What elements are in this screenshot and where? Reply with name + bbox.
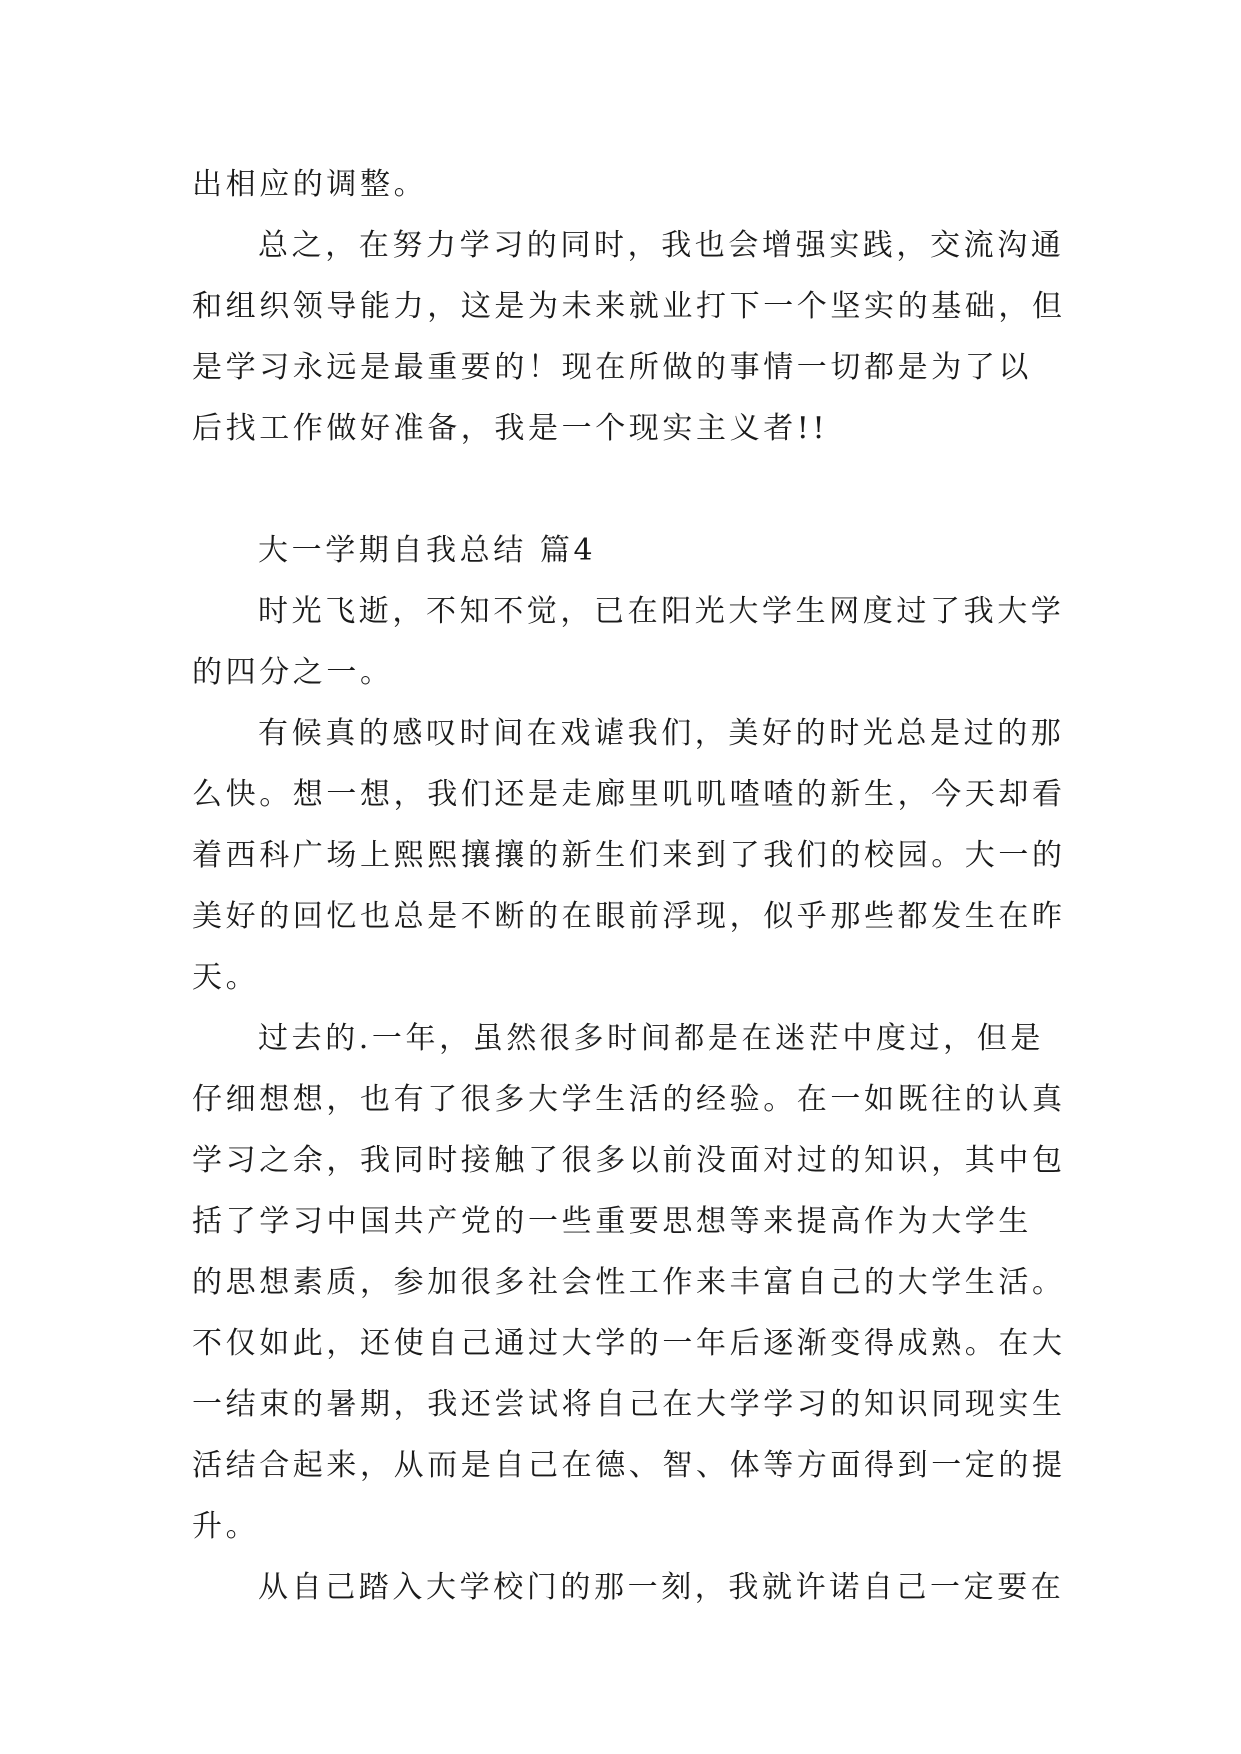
- text-line: 么快。想一想，我们还是走廊里叽叽喳喳的新生，今天却看: [192, 777, 1066, 812]
- text-line: 活结合起来，从而是自己在德、智、体等方面得到一定的提: [192, 1448, 1066, 1483]
- text-line: 仔细想想，也有了很多大学生活的经验。在一如既往的认真: [192, 1082, 1066, 1117]
- text-line: 后找工作做好准备，我是一个现实主义者!!: [192, 411, 829, 446]
- text-line: 着西科广场上熙熙攘攘的新生们来到了我们的校园。大一的: [192, 838, 1066, 873]
- paragraph-first-line: 从自己踏入大学校门的那一刻，我就许诺自己一定要在: [258, 1570, 1065, 1605]
- text-line: 和组织领导能力，这是为未来就业打下一个坚实的基础，但: [192, 289, 1066, 324]
- paragraph-first-line: 时光飞逝，不知不觉，已在阳光大学生网度过了我大学: [258, 594, 1065, 629]
- text-line: 天。: [192, 960, 260, 995]
- text-line: 学习之余，我同时接触了很多以前没面对过的知识，其中包: [192, 1143, 1066, 1178]
- paragraph-first-line: 总之，在努力学习的同时，我也会增强实践，交流沟通: [258, 228, 1065, 263]
- section-heading: 大一学期自我总结 篇4: [258, 533, 597, 568]
- text-line: 不仅如此，还使自己通过大学的一年后逐渐变得成熟。在大: [192, 1326, 1066, 1361]
- text-line: 美好的回忆也总是不断的在眼前浮现，似乎那些都发生在昨: [192, 899, 1066, 934]
- text-line: 的思想素质，参加很多社会性工作来丰富自己的大学生活。: [192, 1265, 1066, 1300]
- text-line: 括了学习中国共产党的一些重要思想等来提高作为大学生: [192, 1204, 1032, 1239]
- text-line: 是学习永远是最重要的！现在所做的事情一切都是为了以: [192, 350, 1032, 385]
- paragraph-first-line: 有候真的感叹时间在戏谑我们，美好的时光总是过的那: [258, 716, 1065, 751]
- text-line: 升。: [192, 1509, 260, 1544]
- text-line: 一结束的暑期，我还尝试将自己在大学学习的知识同现实生: [192, 1387, 1066, 1422]
- text-line: 的四分之一。: [192, 655, 394, 690]
- paragraph-first-line: 过去的.一年，虽然很多时间都是在迷茫中度过，但是: [258, 1021, 1044, 1056]
- text-line: 出相应的调整。: [192, 167, 428, 202]
